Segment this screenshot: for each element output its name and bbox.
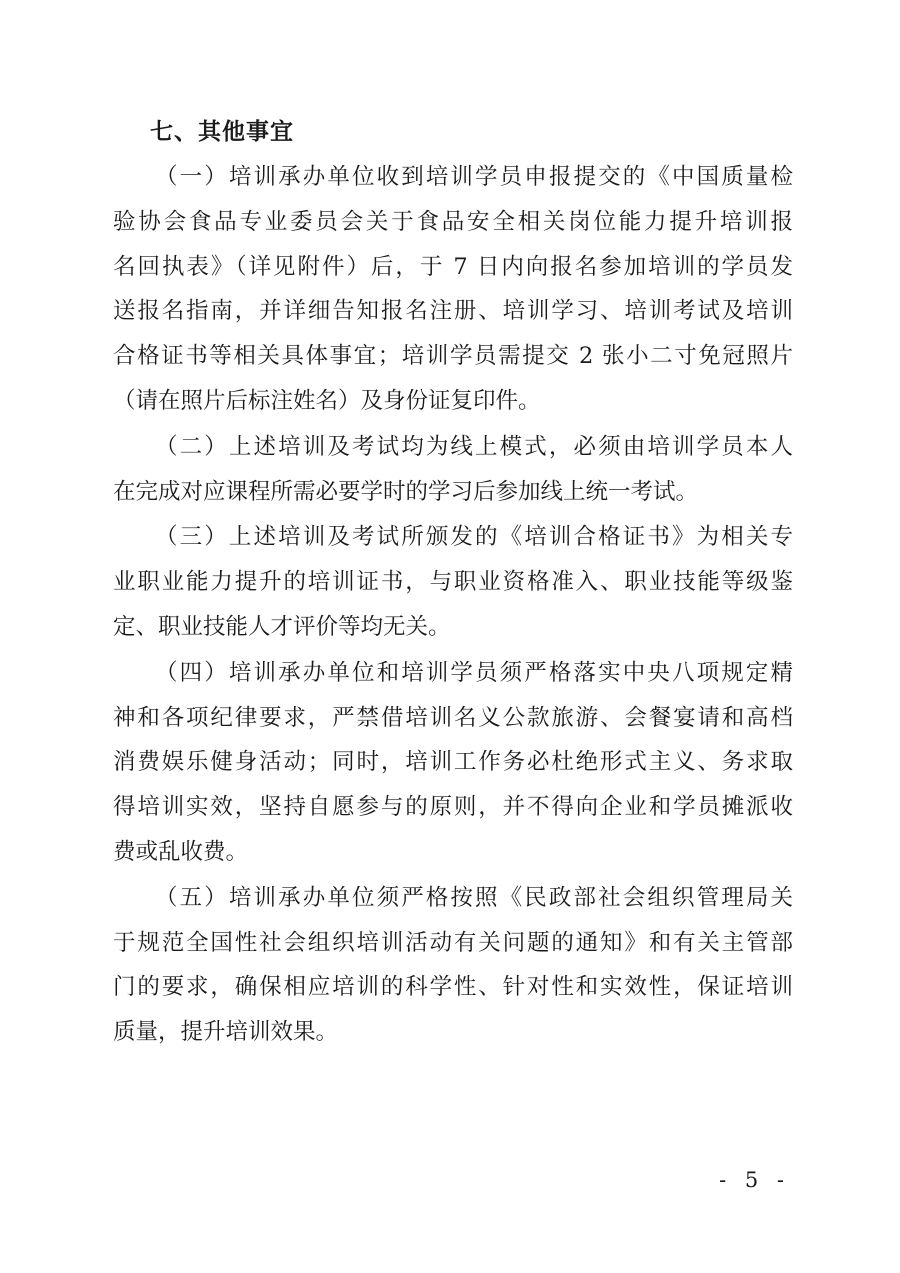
section-heading: 七、其他事宜 xyxy=(150,119,294,145)
paragraph xyxy=(113,876,793,1055)
paragraph-line: 得培训实效，坚持自愿参与的原则，并不得向企业和学员摊派收 xyxy=(113,794,793,821)
page-number: - 5 - xyxy=(719,1168,790,1192)
paragraph-line: （四）培训承办单位和培训学员须严格落实中央八项规定精 xyxy=(155,659,793,686)
paragraph-line: （一）培训承办单位收到培训学员申报提交的《中国质量检 xyxy=(155,164,793,190)
paragraph-line: （五）培训承办单位须严格按照《民政部社会组织管理局关 xyxy=(155,884,793,911)
paragraph-line: 定、职业技能人才评价等均无关。 xyxy=(113,613,451,640)
paragraph-line: 名回执表》（详见附件）后，于 7 日内向报名参加培训的学员发 xyxy=(113,253,793,280)
paragraph-line: 质量，提升培训效果。 xyxy=(113,1019,339,1046)
paragraph-line: （三）上述培训及考试所颁发的《培训合格证书》为相关专 xyxy=(155,524,793,551)
paragraph-line: （请在照片后标注姓名）及身份证复印件。 xyxy=(113,387,541,414)
paragraph-line: 神和各项纪律要求，严禁借培训名义公款旅游、会餐宴请和高档 xyxy=(113,704,793,731)
paragraph-line: 验协会食品专业委员会关于食品安全相关岗位能力提升培训报 xyxy=(113,208,793,235)
paragraph-line: 于规范全国性社会组织培训活动有关问题的通知》和有关主管部 xyxy=(113,929,793,956)
paragraph xyxy=(113,155,793,424)
paragraph-line: 消费娱乐健身活动；同时，培训工作务必杜绝形式主义、务求取 xyxy=(113,749,793,776)
paragraph xyxy=(113,515,793,649)
paragraph-line: （二）上述培训及考试均为线上模式，必须由培训学员本人 xyxy=(155,433,793,460)
paragraph-line: 费或乱收费。 xyxy=(113,838,249,865)
paragraph xyxy=(113,425,793,515)
paragraph-line: 门的要求，确保相应培训的科学性、针对性和实效性，保证培训 xyxy=(113,974,793,1001)
paragraph-line: 在完成对应课程所需必要学时的学习后参加线上统一考试。 xyxy=(113,478,699,505)
paragraph-line: 合格证书等相关具体事宜；培训学员需提交 2 张小二寸免冠照片 xyxy=(113,343,793,370)
paragraph-line: 送报名指南，并详细告知报名注册、培训学习、培训考试及培训 xyxy=(113,298,793,325)
document-body xyxy=(113,155,793,1056)
paragraph xyxy=(113,651,793,875)
paragraph-line: 业职业能力提升的培训证书，与职业资格准入、职业技能等级鉴 xyxy=(113,569,793,596)
